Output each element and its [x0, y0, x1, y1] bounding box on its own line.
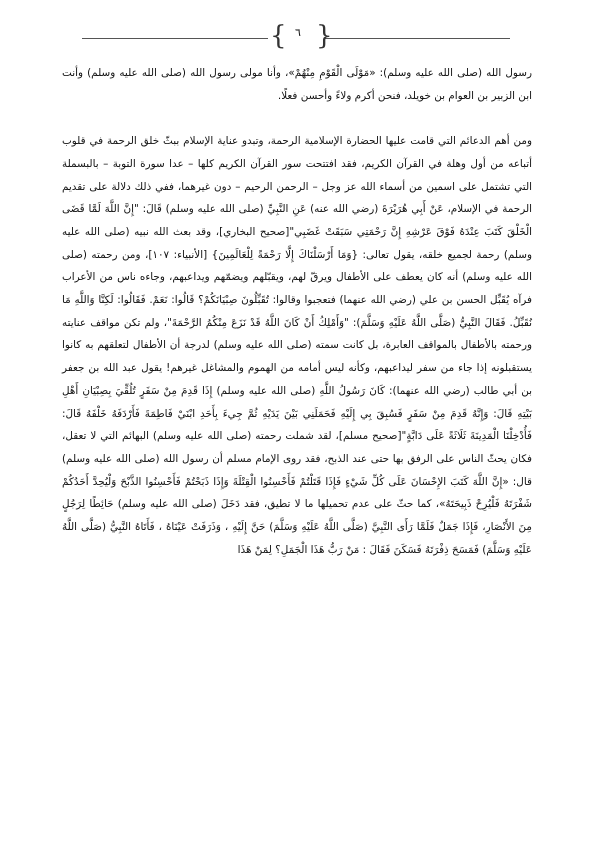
- header-rule-right: [324, 38, 510, 39]
- paragraph-2: ومن أهم الدعائم التي قامت عليها الحضارة الإسلامية الرحمة، وتبدو عناية الإسلام ببثّ خلق الرحمة في قلوب أتباعه من أول وهلة في القرآن الكريم، فقد افتتحت سور القرآن الكريم كلها – عدا سورة التوبة – بالبسملة التي تشتمل على اسمين من أسماء الله عز وجل – الرحمن الرحيم – دون غيرهما، ففي ذلك دلالة على تقديم الرحمة في الإسلام، عَنْ أَبِي هُرَيْرَةَ (رضي الله عنه) عَنِ النَّبِيِّ (صلى الله عليه وسلم) قَالَ: "إِنَّ اللَّهَ لَمَّا قَضَى الْخَلْقَ كَتَبَ عِنْدَهُ فَوْقَ عَرْشِهِ إِنَّ رَحْمَتِي سَبَقَتْ غَضَبِي"[صحيح البخاري]، وقد بعث الله نبيه (صلى الله عليه وسلم) رحمة لجميع خلقه، يقول تعالى: {وَمَا أَرْسَلْنَاكَ إِلَّا رَحْمَةً لِلْعَالَمِينَ} [الأنبياء: ١٠٧]، ومن رحمته (صلى الله عليه وسلم) أنه كان يعطف على الأطفال ويرقّ لهم، ويقبّلهم ويضمّهم ويداعبهم، وجاءه ناس من الأعراب فرآه يُقَبِّل الحسن بن علي (رضي الله عنهما) فتعجبوا وقالوا: تُقَبِّلُونَ صِبْيَانَكُمْ؟ قَالُوا: نَعَمْ. فَقَالُوا: لَكِنَّا وَاللَّهِ مَا نُقَبِّلُ. فَقَالَ النَّبِيُّ (صَلَّى اللَّهُ عَلَيْهِ وَسَلَّمَ): "وَأَمْلِكُ أَنْ كَانَ اللَّهُ قَدْ نَزَعَ مِنْكُمُ الرَّحْمَةَ"، ولم تكن مواقف عنايته ورحمته بالأطفال بالمواقف العابرة، بل كانت سمته (صلى الله عليه وسلم) لدرجة أن الأطفال لتعلقهم به كانوا يستقبلونه إذا جاء من سفر ليداعبهم، وكأنه ليس أمامه من الهموم والمشاغل غيرهم! يقول عبد الله بن جعفر بن أبي طالب (رضي الله عنهما): كَانَ رَسُولُ اللَّهِ (صلى الله عليه وسلم) إِذَا قَدِمَ مِنْ سَفَرٍ تُلُقِّيَ بِصِبْيَانِ أَهْلِ بَيْتِهِ قَالَ: وَإِنَّهُ قَدِمَ مِنْ سَفَرٍ فَسُبِقَ بِي إِلَيْهِ فَحَمَلَنِي بَيْنَ يَدَيْهِ ثُمَّ جِيءَ بِأَحَدِ ابْنَيْ فَاطِمَةَ فَأَرْدَفَهُ خَلْفَهُ قَالَ: فَأُدْخِلْنَا الْمَدِينَةَ ثَلَاثَةً عَلَى دَابَّةٍ"[صحيح مسلم]، لقد شملت رحمته (صلى الله عليه وسلم) البهائم التي لا تعقل، فكان يحثّ الناس على الرفق بها حتى عند الذبح، فقد روى الإمام مسلم أن رسول الله (صلى الله عليه وسلم) قال: «إِنَّ اللَّهَ كَتَبَ الإِحْسَانَ عَلَى كُلِّ شَيْءٍ فَإِذَا قَتَلْتُمْ فَأَحْسِنُوا الْقِتْلَةَ وَإِذَا ذَبَحْتُمْ فَأَحْسِنُوا الذَّبْحَ وَلْيُحِدَّ أَحَدُكُمْ شَفْرَتَهُ فَلْيُرِحْ ذَبِيحَتَهُ»، كما حثّ على عدم تحميلها ما لا تطيق، فقد دَخَلَ (صلى الله عليه وسلم) حَائِطًا لِرَجُلٍ مِنَ الأَنْصَارِ، فَإِذَا جَمَلٌ فَلَمَّا رَأَى النَّبِيَّ (صَلَّى اللَّهُ عَلَيْهِ وَسَلَّمَ) حَنَّ إِلَيْهِ ، وَذَرَفَتْ عَيْنَاهُ ، فَأَتَاهُ النَّبِيُّ (صَلَّى اللَّهُ عَلَيْهِ وَسَلَّمَ) فَمَسَحَ ذِفْرَتَهُ فَسَكَنَ فَقَالَ : مَنْ رَبُّ هَذَا الْجَمَلِ؟ لِمَنْ هَذَا: [62, 135, 532, 556]
- page-number-bracket-close: }: [316, 21, 333, 51]
- header-rule-left: [82, 38, 268, 39]
- body-text: [62, 62, 532, 561]
- paragraph-1: رسول الله (صلى الله عليه وسلم): «مَوْلَى الْقَوْمِ مِنْهُمْ»، وأنا مولى رسول الله (صلى الله عليه وسلم) وأنت ابن الزبير بن العوام بن خويلد، فنحن أكرم ولاءً وأحسن فعلًا.: [62, 67, 532, 102]
- page-number: ٦: [295, 26, 301, 39]
- page-number-bracket-open: {: [270, 21, 287, 51]
